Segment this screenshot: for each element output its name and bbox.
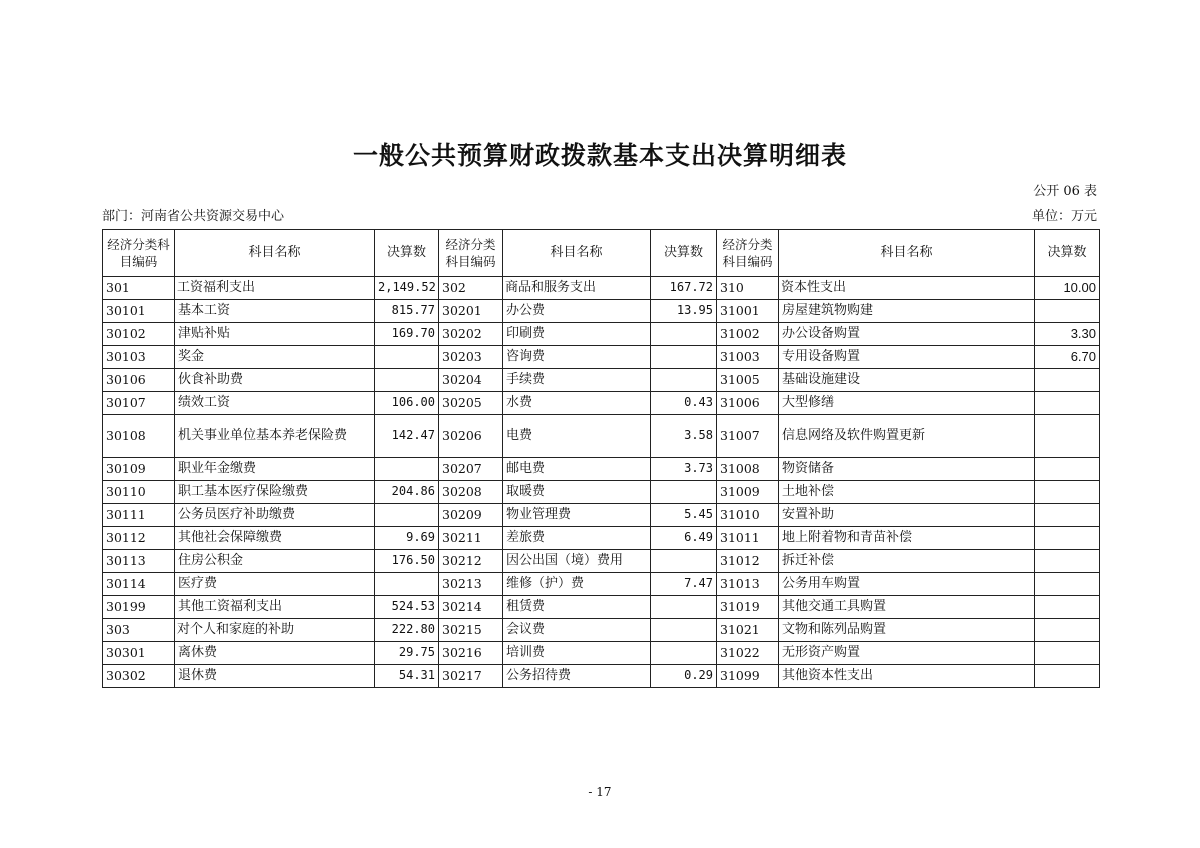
cell-amount <box>375 346 439 369</box>
cell-code: 30205 <box>439 392 503 415</box>
header-name-3: 科目名称 <box>779 230 1035 277</box>
department-label: 部门：河南省公共资源交易中心 <box>102 209 285 224</box>
table-row <box>103 369 1100 392</box>
table-row <box>103 346 1100 369</box>
cell-code: 30207 <box>439 458 503 481</box>
table-row <box>103 665 1100 688</box>
cell-amount: 54.31 <box>375 665 439 688</box>
cell-code: 30214 <box>439 596 503 619</box>
cell-code: 30202 <box>439 323 503 346</box>
cell-amount <box>651 642 717 665</box>
header-amount-2: 决算数 <box>651 230 717 277</box>
table-row <box>103 504 1100 527</box>
cell-code: 30211 <box>439 527 503 550</box>
cell-name: 房屋建筑物购建 <box>779 300 1035 323</box>
header-code-2: 经济分类科目编码 <box>439 230 503 277</box>
cell-code: 31011 <box>717 527 779 550</box>
cell-code: 30108 <box>103 415 175 458</box>
cell-name: 其他社会保障缴费 <box>175 527 375 550</box>
cell-code: 31005 <box>717 369 779 392</box>
expenditure-table <box>102 229 1100 688</box>
cell-name: 邮电费 <box>503 458 651 481</box>
cell-name: 公务员医疗补助缴费 <box>175 504 375 527</box>
cell-name: 电费 <box>503 415 651 458</box>
cell-amount: 5.45 <box>651 504 717 527</box>
cell-code: 31003 <box>717 346 779 369</box>
cell-name: 安置补助 <box>779 504 1035 527</box>
cell-amount <box>651 323 717 346</box>
cell-code: 31001 <box>717 300 779 323</box>
cell-amount: 10.00 <box>1035 277 1100 300</box>
cell-name: 手续费 <box>503 369 651 392</box>
cell-amount <box>1035 573 1100 596</box>
cell-amount <box>1035 369 1100 392</box>
cell-code: 31099 <box>717 665 779 688</box>
table-header-row <box>103 230 1100 277</box>
cell-name: 对个人和家庭的补助 <box>175 619 375 642</box>
cell-name: 办公设备购置 <box>779 323 1035 346</box>
cell-code: 30209 <box>439 504 503 527</box>
form-number: 公开 06 表 <box>1033 184 1097 199</box>
cell-amount: 0.43 <box>651 392 717 415</box>
cell-code: 30217 <box>439 665 503 688</box>
cell-name: 基础设施建设 <box>779 369 1035 392</box>
cell-code: 31006 <box>717 392 779 415</box>
cell-amount <box>1035 392 1100 415</box>
cell-amount <box>1035 415 1100 458</box>
cell-name: 拆迁补偿 <box>779 550 1035 573</box>
cell-name: 信息网络及软件购置更新 <box>779 415 1035 458</box>
page-title: 一般公共预算财政拨款基本支出决算明细表 <box>352 141 847 170</box>
cell-amount: 29.75 <box>375 642 439 665</box>
cell-code: 31019 <box>717 596 779 619</box>
cell-name: 水费 <box>503 392 651 415</box>
table-row <box>103 323 1100 346</box>
cell-name: 印刷费 <box>503 323 651 346</box>
cell-amount: 3.58 <box>651 415 717 458</box>
cell-code: 30111 <box>103 504 175 527</box>
cell-code: 30112 <box>103 527 175 550</box>
cell-amount <box>1035 458 1100 481</box>
cell-amount <box>1035 527 1100 550</box>
cell-name: 其他工资福利支出 <box>175 596 375 619</box>
table-row <box>103 415 1100 458</box>
table-row <box>103 550 1100 573</box>
cell-amount: 524.53 <box>375 596 439 619</box>
table-row <box>103 277 1100 300</box>
cell-code: 30208 <box>439 481 503 504</box>
cell-name: 专用设备购置 <box>779 346 1035 369</box>
cell-name: 取暖费 <box>503 481 651 504</box>
cell-name: 差旅费 <box>503 527 651 550</box>
cell-name: 基本工资 <box>175 300 375 323</box>
header-code-1: 经济分类科目编码 <box>103 230 175 277</box>
cell-code: 301 <box>103 277 175 300</box>
cell-amount: 222.80 <box>375 619 439 642</box>
cell-code: 31012 <box>717 550 779 573</box>
cell-name: 文物和陈列品购置 <box>779 619 1035 642</box>
header-code-3: 经济分类科目编码 <box>717 230 779 277</box>
cell-name: 无形资产购置 <box>779 642 1035 665</box>
table-row <box>103 573 1100 596</box>
cell-code: 30110 <box>103 481 175 504</box>
cell-name: 离休费 <box>175 642 375 665</box>
cell-code: 30212 <box>439 550 503 573</box>
cell-name: 会议费 <box>503 619 651 642</box>
cell-name: 退休费 <box>175 665 375 688</box>
cell-name: 地上附着物和青苗补偿 <box>779 527 1035 550</box>
header-amount-1: 决算数 <box>375 230 439 277</box>
cell-amount: 169.70 <box>375 323 439 346</box>
cell-name: 物资储备 <box>779 458 1035 481</box>
cell-amount <box>1035 642 1100 665</box>
cell-code: 31008 <box>717 458 779 481</box>
cell-amount <box>651 481 717 504</box>
table-row <box>103 619 1100 642</box>
cell-name: 津贴补贴 <box>175 323 375 346</box>
cell-name: 商品和服务支出 <box>503 277 651 300</box>
cell-amount: 0.29 <box>651 665 717 688</box>
cell-name: 大型修缮 <box>779 392 1035 415</box>
cell-name: 因公出国（境）费用 <box>503 550 651 573</box>
cell-code: 303 <box>103 619 175 642</box>
cell-code: 31022 <box>717 642 779 665</box>
cell-name: 租赁费 <box>503 596 651 619</box>
cell-name: 医疗费 <box>175 573 375 596</box>
cell-amount: 2,149.52 <box>375 277 439 300</box>
cell-name: 培训费 <box>503 642 651 665</box>
cell-amount <box>375 504 439 527</box>
table-row <box>103 596 1100 619</box>
cell-name: 奖金 <box>175 346 375 369</box>
cell-name: 其他交通工具购置 <box>779 596 1035 619</box>
cell-code: 30215 <box>439 619 503 642</box>
cell-amount <box>651 369 717 392</box>
cell-code: 30301 <box>103 642 175 665</box>
table-row <box>103 392 1100 415</box>
cell-name: 公务用车购置 <box>779 573 1035 596</box>
cell-code: 31009 <box>717 481 779 504</box>
cell-amount <box>651 550 717 573</box>
cell-name: 其他资本性支出 <box>779 665 1035 688</box>
cell-name: 物业管理费 <box>503 504 651 527</box>
cell-code: 31021 <box>717 619 779 642</box>
cell-amount <box>1035 550 1100 573</box>
cell-name: 绩效工资 <box>175 392 375 415</box>
cell-amount <box>1035 619 1100 642</box>
cell-amount <box>651 596 717 619</box>
cell-code: 31010 <box>717 504 779 527</box>
cell-name: 工资福利支出 <box>175 277 375 300</box>
cell-code: 30216 <box>439 642 503 665</box>
cell-amount: 3.73 <box>651 458 717 481</box>
cell-amount: 167.72 <box>651 277 717 300</box>
cell-code: 31013 <box>717 573 779 596</box>
cell-name: 职业年金缴费 <box>175 458 375 481</box>
cell-amount: 204.86 <box>375 481 439 504</box>
cell-amount <box>651 346 717 369</box>
cell-code: 30302 <box>103 665 175 688</box>
cell-amount <box>375 369 439 392</box>
table-row <box>103 527 1100 550</box>
cell-amount: 3.30 <box>1035 323 1100 346</box>
cell-name: 资本性支出 <box>779 277 1035 300</box>
cell-name: 维修（护）费 <box>503 573 651 596</box>
cell-code: 30213 <box>439 573 503 596</box>
page-number: - 17 <box>588 785 612 799</box>
cell-amount: 6.70 <box>1035 346 1100 369</box>
cell-name: 机关事业单位基本养老保险费 <box>175 415 375 458</box>
cell-code: 30206 <box>439 415 503 458</box>
cell-code: 31002 <box>717 323 779 346</box>
cell-amount <box>375 458 439 481</box>
cell-amount: 106.00 <box>375 392 439 415</box>
cell-name: 土地补偿 <box>779 481 1035 504</box>
cell-amount <box>1035 481 1100 504</box>
cell-code: 30201 <box>439 300 503 323</box>
cell-code: 30103 <box>103 346 175 369</box>
cell-code: 30101 <box>103 300 175 323</box>
cell-amount <box>651 619 717 642</box>
cell-amount: 815.77 <box>375 300 439 323</box>
cell-amount <box>1035 504 1100 527</box>
cell-code: 30199 <box>103 596 175 619</box>
table-row <box>103 481 1100 504</box>
header-amount-3: 决算数 <box>1035 230 1100 277</box>
cell-code: 30113 <box>103 550 175 573</box>
cell-amount: 6.49 <box>651 527 717 550</box>
header-name-2: 科目名称 <box>503 230 651 277</box>
cell-code: 310 <box>717 277 779 300</box>
cell-amount: 13.95 <box>651 300 717 323</box>
cell-name: 职工基本医疗保险缴费 <box>175 481 375 504</box>
cell-code: 30106 <box>103 369 175 392</box>
cell-amount: 9.69 <box>375 527 439 550</box>
cell-name: 住房公积金 <box>175 550 375 573</box>
cell-amount: 7.47 <box>651 573 717 596</box>
cell-name: 咨询费 <box>503 346 651 369</box>
cell-name: 伙食补助费 <box>175 369 375 392</box>
cell-amount: 176.50 <box>375 550 439 573</box>
cell-amount <box>1035 665 1100 688</box>
table-row <box>103 458 1100 481</box>
table-row <box>103 642 1100 665</box>
cell-name: 办公费 <box>503 300 651 323</box>
cell-code: 302 <box>439 277 503 300</box>
table-row <box>103 300 1100 323</box>
cell-code: 30109 <box>103 458 175 481</box>
unit-label: 单位：万元 <box>1031 209 1097 224</box>
cell-amount <box>1035 596 1100 619</box>
cell-amount <box>1035 300 1100 323</box>
cell-amount: 142.47 <box>375 415 439 458</box>
cell-code: 31007 <box>717 415 779 458</box>
cell-code: 30102 <box>103 323 175 346</box>
cell-code: 30107 <box>103 392 175 415</box>
cell-code: 30204 <box>439 369 503 392</box>
cell-name: 公务招待费 <box>503 665 651 688</box>
cell-code: 30114 <box>103 573 175 596</box>
cell-code: 30203 <box>439 346 503 369</box>
cell-amount <box>375 573 439 596</box>
header-name-1: 科目名称 <box>175 230 375 277</box>
